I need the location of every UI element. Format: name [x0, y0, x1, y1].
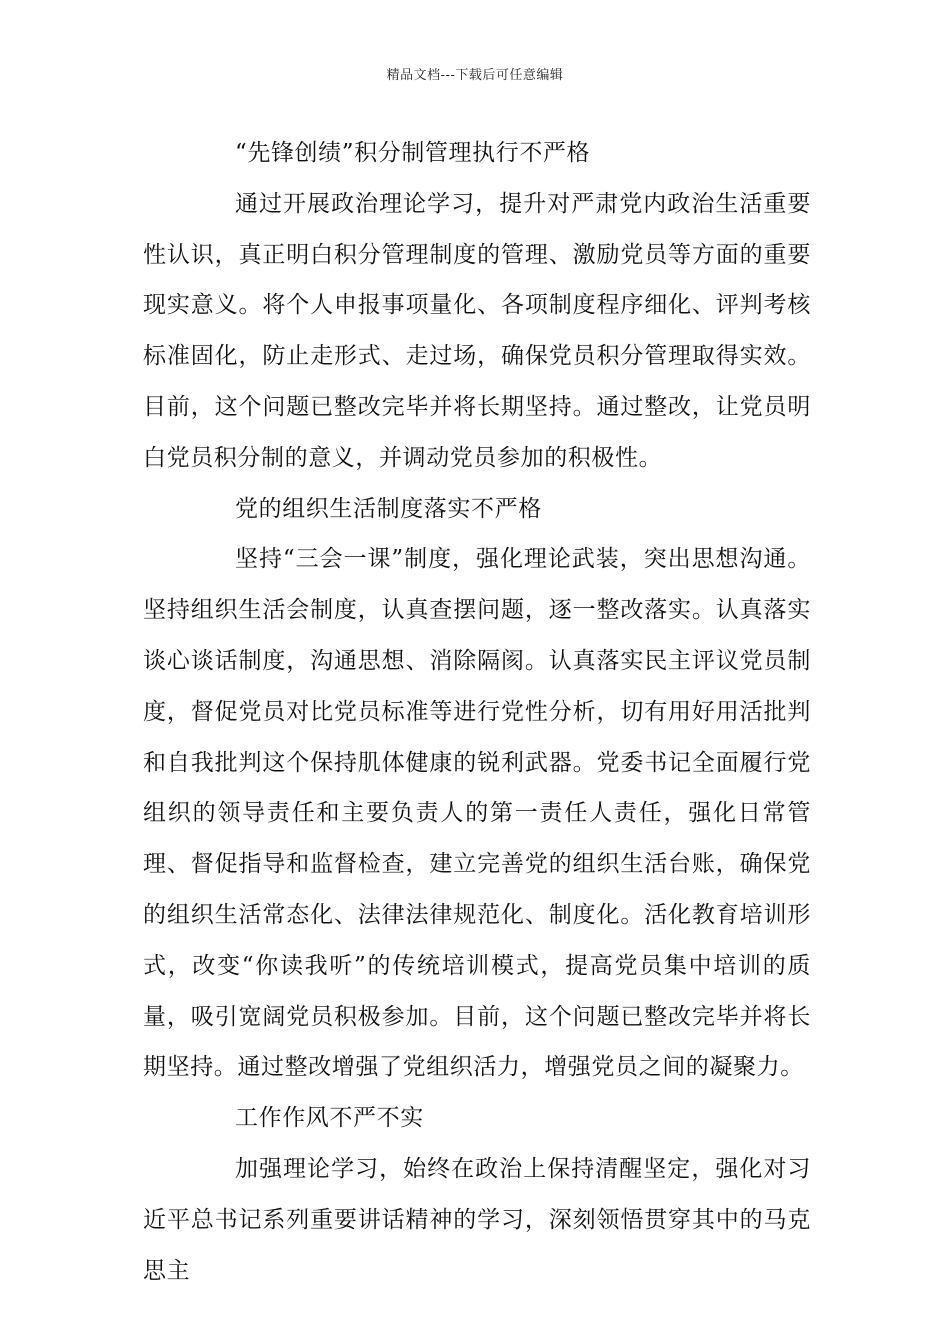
section-heading-organizational-life: 党的组织生活制度落实不严格	[235, 495, 542, 522]
document-body	[143, 128, 811, 1296]
page-header: 精品文档---下载后可任意编辑	[386, 68, 564, 83]
section-paragraph-work-style: 加强理论学习，始终在政治上保持清醒坚定，强化对习近平总书记系列重要讲话精神的学习，深刻领悟贯穿其中的马克思主	[143, 1155, 811, 1284]
section-paragraph-points-management: 通过开展政治理论学习，提升对严肃党内政治生活重要性认识，真正明白积分管理制度的管理、激励党员等方面的重要现实意义。将个人申报事项量化、各项制度程序细化、评判考核标准固化，防止走形式、走过场，确保党员积分管理取得实效。目前，这个问题已整改完毕并将长期坚持。通过整改，让党员明白党员积分制的意义，并调动党员参加的积极性。	[143, 190, 811, 471]
section-heading-work-style: 工作作风不严不实	[235, 1105, 424, 1132]
section-heading-points-management: “先锋创绩”积分制管理执行不严格	[235, 140, 591, 166]
section-paragraph-organizational-life: 坚持“三会一课”制度，强化理论武装，突出思想沟通。坚持组织生活会制度，认真查摆问题，逐一整改落实。认真落实谈心谈话制度，沟通思想、消除隔阂。认真落实民主评议党员制度，督促党员对比党员标准等进行党性分析，切有用好用活批判和自我批判这个保持肌体健康的锐利武器。党委书记全面履行党组织的领导责任和主要负责人的第一责任人责任，强化日常管理、督促指导和监督检查，建立完善党的组织生活台账，确保党的组织生活常态化、法律法律规范化、制度化。活化教育培训形式，改变“你读我听”的传统培训模式，提高党员集中培训的质量，吸引宽阔党员积极参加。目前，这个问题已整改完毕并将长期坚持。通过整改增强了党组织活力，增强党员之间的凝聚力。	[143, 546, 811, 1081]
